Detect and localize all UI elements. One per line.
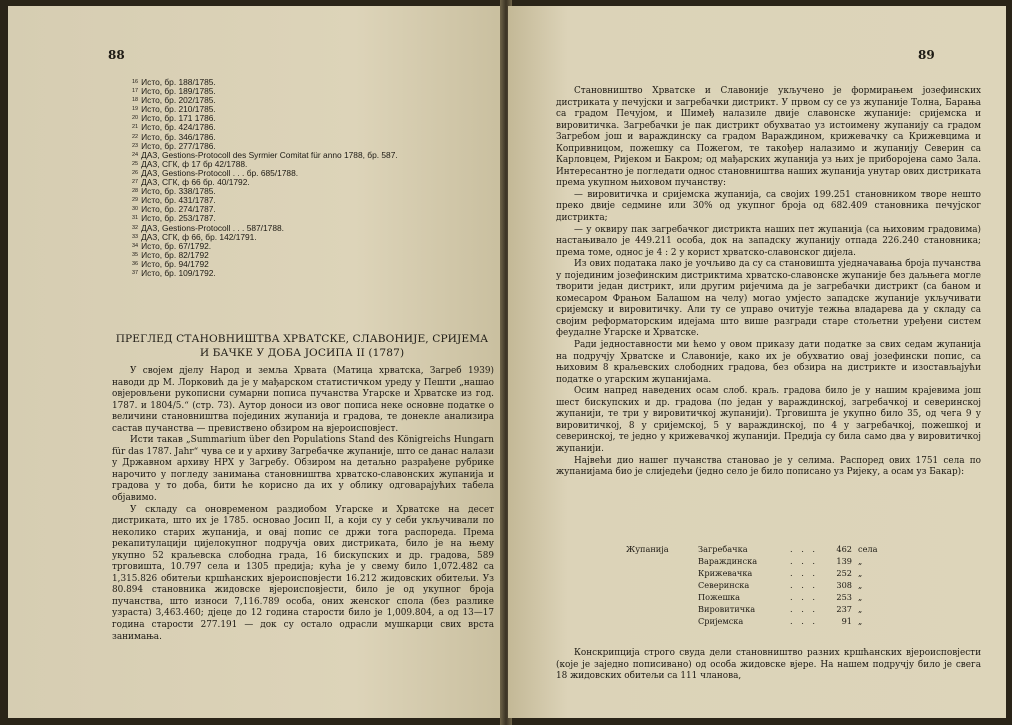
- footnote-number: 20: [132, 115, 139, 122]
- table-row: [626, 543, 886, 555]
- footnote-text: Исто, бр. 210/1785.: [141, 104, 216, 115]
- unit-label: „: [858, 568, 863, 578]
- paragraph: Осим напред наведених осам слоб. краљ. градова било је у нашим крајевима још шест бискупских и др. градова (по један у вараждинској, загребачкој и северинској жупанији, те три у вировитичкој жупанији). Трговишта је укупно било 35, од чега 9 у вировитичкој, 8 у сријемској, 5 у вараждинској, по 4 у загребачкој, пожешкој и северинској, те једно у крижевачкој жупанији. Предија су била само два у вировитичкој жупанији.: [556, 386, 981, 454]
- table-row: [626, 555, 886, 567]
- footnote-text: Исто, бр. 338/1785.: [141, 186, 216, 197]
- unit-label: „: [858, 580, 863, 590]
- left-page: [8, 6, 504, 718]
- footnote-text: Исто, бр. 202/1785.: [141, 95, 216, 106]
- unit-label: „: [858, 616, 863, 626]
- table-label: [626, 579, 698, 591]
- footnote-number: 26: [132, 169, 139, 176]
- footnote-number: 23: [132, 142, 139, 149]
- paragraph: — у оквиру пак загребачког дистрикта наших пет жупанија (са њиховим градовима) настањивало је 449.211 особа, док на западску жупанију отпада 226.240 становника; према томе, однос је 4 : 2 у корист хрватско-славонског дијела.: [556, 224, 981, 258]
- unit-label: села: [858, 544, 878, 554]
- footnote-text: ДАЗ, СГК, ф 66 бр. 40/1792.: [141, 177, 250, 188]
- footnote-text: Исто, бр. 67/1792.: [141, 240, 212, 251]
- county-name: Загребачка: [698, 544, 748, 554]
- village-count: 308: [836, 580, 852, 590]
- paragraph: Исти такав „Summarium über den Populations Stand des Königreichs Hungarn für das 1787. Jahr“ чува се и у архиву Загребачке жупаније, што се данас налази у Државном архиву НРХ у Загребу. Обзиром на детаљно разрађене рубрике нарочито у погледу занимања становништва хрватско-славонских жупанија и градова у то доба, бити ће корисно да их у облику одговарајућих табела објавимо.: [112, 435, 494, 504]
- paragraph: У својем дјелу Народ и земља Хрвата (Матица хрватска, Загреб 1939) наводи др М. Лорковић да је у мађарском статистичком уреду у Пешти „нашао овјеровљени рукописни сумарни пописа пучанства Угарске и Хрватске из год. 1787. и 1804/5.“ (стр. 73). Аутор доноси из овог пописа неке основне податке о величини становништва појединих жупанија и градова, те донекле анализира састав пучанства — превиствено обзиром на вјероисповјест.: [112, 366, 494, 434]
- footnote-number: 34: [132, 242, 139, 249]
- county-name: Вировитичка: [698, 604, 756, 614]
- footnote-number: 30: [132, 206, 139, 213]
- footnote-number: 33: [132, 233, 139, 240]
- table-row: [626, 591, 886, 603]
- table-row: [626, 615, 886, 627]
- leader-dots: . . .: [790, 580, 819, 590]
- table-label: Жупанија: [626, 544, 669, 554]
- footnote-text: ДАЗ, Gestions-Protocoll . . . 587/1788.: [141, 222, 284, 233]
- villages-table: [626, 543, 886, 627]
- footnote-number: 25: [132, 160, 139, 167]
- table-label: [626, 603, 698, 615]
- village-count: 252: [836, 568, 852, 578]
- footnote-number: 22: [132, 133, 139, 140]
- footnote-text: Исто, бр. 82/1792: [141, 249, 209, 260]
- footnotes-list: [132, 78, 492, 278]
- village-count: 237: [836, 604, 852, 614]
- footnote-number: 24: [132, 151, 139, 158]
- footnote-number: 35: [132, 251, 139, 258]
- footnote-number: 37: [132, 269, 139, 276]
- county-name: Сријемска: [698, 616, 744, 626]
- footnote: [132, 269, 492, 278]
- footnote-text: Исто, бр. 346/1786.: [141, 131, 216, 142]
- paragraph: Становништво Хрватске и Славоније укључено је формирањем јозефинских дистриката у печујски и загребачки дистрикт. У првом су се уз жупаније Толна, Барања са градом Печујом, и Шимеђ налазиле двије славонске жупаније: сријемска и вировитичка. Загребачки је пак дистрикт обухватао уз истоимену жупанију са градом Загребом још и вараждинску са градом Вараждином, крижевачку са Крижевцима и Копривницом, пожешку са Пожегом, те такођер налазимо и жупанију Северин са Карловцем, Ријеком и Бакром; од мађарских жупанија уз њих је приборојена само Зала. Интересантно је погледати однос становништва наших жупанија унутар ових дистриката према укупном њиховом пучанству:: [556, 86, 981, 189]
- footnote-text: Исто, бр. 274/1787.: [141, 204, 216, 215]
- table-row: [626, 603, 886, 615]
- leader-dots: . . .: [790, 544, 819, 554]
- table-row: [626, 567, 886, 579]
- left-page-number: 88: [108, 48, 125, 62]
- right-page: [508, 6, 1006, 718]
- footnote-text: Исто, бр. 424/1786.: [141, 122, 216, 133]
- footnote-text: ДАЗ, СГК, ф 17 бр 42/1788.: [141, 158, 248, 169]
- footnote-text: Исто, бр. 277/1786.: [141, 140, 216, 151]
- footnote-text: Исто, бр. 253/1787.: [141, 213, 216, 224]
- footnote-text: Исто, бр. 189/1785.: [141, 86, 216, 97]
- footnote-text: Исто, бр. 171 1786.: [141, 113, 216, 124]
- county-name: Крижевачка: [698, 568, 753, 578]
- right-body-text: [556, 86, 981, 479]
- county-name: Северинска: [698, 580, 750, 590]
- footnote-number: 28: [132, 188, 139, 195]
- village-count: 91: [841, 616, 852, 626]
- table-row: [626, 579, 886, 591]
- footnote-text: Исто, бр. 94/1792: [141, 258, 209, 269]
- footnote-text: Исто, бр. 188/1785.: [141, 77, 216, 87]
- footnote-text: ДАЗ, Gestions-Protocoll . . . бр. 685/1788.: [141, 167, 299, 178]
- paragraph: Конскрипција строго свуда дели становништво разних кршћанских вјероисповјести (које је заједно пописивано) од особа жидовске вјере. На нашем подручју било је свега 18 жидовских обитељи са 111 чланова,: [556, 648, 981, 682]
- county-name: Пожешка: [698, 592, 741, 602]
- table-label: [626, 591, 698, 603]
- right-tail-text: [556, 648, 981, 683]
- paragraph: Ради једноставности ми ћемо у овом приказу дати податке за свих седам жупанија на подручју Хрватске и Славоније, како их је обухватио овај јозефински попис, са њиховим 8 краљевских слободних градова, без обзира на дистрикте и изостављајући податке о угарским жупанијама.: [556, 340, 981, 385]
- left-body-text: [112, 366, 494, 643]
- footnote-number: 36: [132, 260, 139, 267]
- table-label: [626, 615, 698, 627]
- footnote-text: ДАЗ, СГК, ф 66, бр. 142/1791.: [141, 231, 257, 242]
- paragraph: Највећи дио нашег пучанства становао је у селима. Распоред ових 1751 села по жупанијама био је слиједећи (једно село је било пописано уз Ријеку, а осам уз Бакар):: [556, 455, 981, 478]
- leader-dots: . . .: [790, 568, 819, 578]
- village-count: 139: [836, 556, 852, 566]
- paragraph: — вировитичка и сријемска жупанија, са својих 199.251 становником творе нешто преко двије седмине или 30% од укупног броја од 682.409 становника печујског дистрикта;: [556, 189, 981, 224]
- footnote-number: 21: [132, 124, 139, 131]
- village-count: 253: [836, 592, 852, 602]
- table-label: [626, 567, 698, 579]
- footnote-text: ДАЗ, Gestions-Protocoll des Syrmier Comitat für anno 1788, бр. 587.: [141, 149, 398, 160]
- footnote-number: 16: [132, 79, 139, 85]
- paragraph: Из ових података лако је уочљиво да су са становишта уједначавања броја пучанства у појединим јозефинским дистриктима хрватско-славонске жупаније без даљњега могле творити један дистрикт, или другим ријечима да је загребачки дистрикт (са баном и комесаром Фрањом Балашом на челу) могао умјесто западске жупаније укључивати сријемску и вировитичку. Али ту се управо очитује тежња владарева да у складу са својим реформаторским идејама што више разгради старе стољетни уређени систем феудалне Угарске и Хрватске.: [556, 259, 981, 339]
- footnote-number: 19: [132, 106, 139, 113]
- leader-dots: . . .: [790, 556, 819, 566]
- paragraph: У складу са оновременом раздиобом Угарске и Хрватске на десет дистриката, што их је 1785. основао Јосип II, а који су у себи укључивали по неколико старих жупанија, и овај попис се држи тога распореда. Према рекапитулацији цијелокупног подручја ових дистриката, било је на њему укупно 52 краљевска слободна града, 16 бискупских и др. градова, 589 трговишта, 10.797 села и 1305 предија; кућа је у свему било 1,072.482 са 1,315.826 обитељи кршћанских вјероисповјести 16.212 жидовских обитељи. Уз 80.894 становника жидовске вјероисповјести, било је од укупног броја пучанства, што износи 7,116.789 особа, оних женског спола (без разлике узраста) 3,463.460; дјеце до 12 година старости било је 1,009.804, а од 13—17 година старости 277.191 — док су остало одрасли мушкарци свих врста занимања.: [112, 504, 494, 642]
- footnote-text: Исто, бр. 109/1792.: [141, 267, 216, 278]
- county-name: Вараждинска: [698, 556, 758, 566]
- footnote-number: 32: [132, 224, 139, 231]
- leader-dots: . . .: [790, 604, 819, 614]
- leader-dots: . . .: [790, 616, 819, 626]
- unit-label: „: [858, 556, 863, 566]
- right-page-number: 89: [918, 48, 935, 62]
- footnote-text: Исто, бр. 431/1787.: [141, 195, 216, 206]
- footnote-number: 31: [132, 215, 139, 222]
- footnote-number: 17: [132, 88, 139, 95]
- unit-label: „: [858, 592, 863, 602]
- village-count: 462: [836, 544, 852, 554]
- footnote-number: 29: [132, 197, 139, 204]
- leader-dots: . . .: [790, 592, 819, 602]
- footnote-number: 27: [132, 179, 139, 186]
- table-label: [626, 555, 698, 567]
- unit-label: „: [858, 604, 863, 614]
- footnote-number: 18: [132, 97, 139, 104]
- section-heading: ПРЕГЛЕД СТАНОВНИШТВА ХРВАТСКЕ, СЛАВОНИЈЕ, СРИЈЕМА И БАЧКЕ У ДОБА ЈОСИПА II (1787): [115, 333, 489, 359]
